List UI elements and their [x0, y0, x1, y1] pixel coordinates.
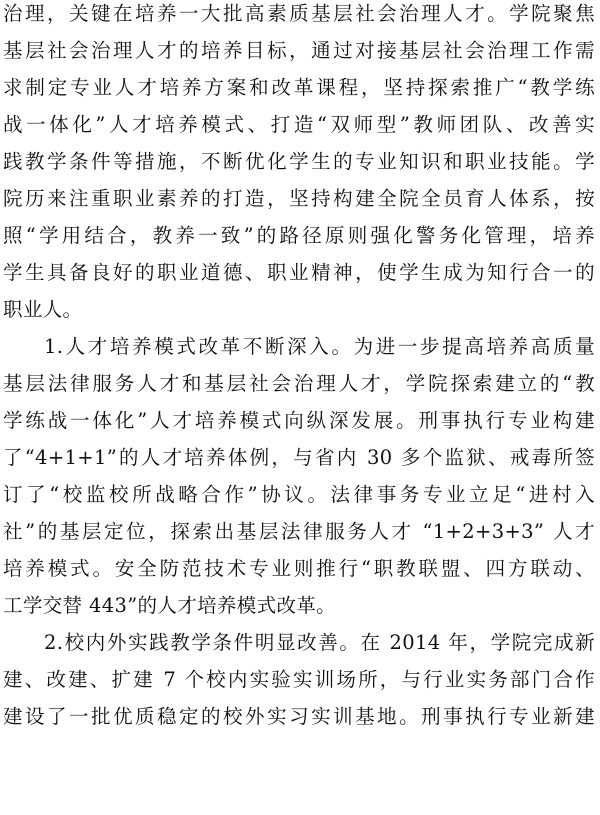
text-line-4: 战一体化”人才培养模式、打造“双师型”教师团队、改善实	[3, 113, 595, 136]
text-line-20: 建设了一批优质稳定的校外实习实训基地。刑事执行专业新建	[3, 705, 595, 728]
text-line-1: 治理，关键在培养一大批高素质基层社会治理人才。学院聚焦	[3, 2, 595, 25]
text-line-11: 基层法律服务人才和基层社会治理人才，学院探索建立的“教	[3, 372, 595, 395]
text-line-9: 职业人。	[3, 298, 83, 321]
paragraph-2-heading-line: 2.校内外实践教学条件明显改善。在 2014 年，学院完成新	[44, 631, 595, 654]
text-line-15: 社”的基层定位，探索出基层法律服务人才 “1+2+3+3” 人才	[3, 520, 595, 543]
text-line-6: 院历来注重职业素养的打造，坚持构建全院全员育人体系，按	[3, 187, 595, 210]
text-line-3: 求制定专业人才培养方案和改革课程，坚持探索推广“教学练	[3, 76, 595, 99]
text-line-5: 践教学条件等措施，不断优化学生的专业知识和职业技能。学	[3, 150, 595, 173]
text-line-14: 订了“校监校所战略合作”协议。法律事务专业立足“进村入	[3, 483, 595, 506]
text-line-8: 学生具备良好的职业道德、职业精神，使学生成为知行合一的	[3, 261, 595, 284]
text-line-7: 照“学用结合，教养一致”的路径原则强化警务化管理，培养	[3, 224, 595, 247]
text-line-19: 建、改建、扩建 7 个校内实验实训场所，与行业实务部门合作	[3, 668, 595, 691]
text-line-12: 学练战一体化”人才培养模式向纵深发展。刑事执行专业构建	[3, 409, 595, 432]
text-line-17: 工学交替 443”的人才培养模式改革。	[3, 594, 337, 617]
text-line-13: 了“4+1+1”的人才培养体例，与省内 30 多个监狱、戒毒所签	[3, 446, 595, 469]
text-line-2: 基层社会治理人才的培养目标，通过对接基层社会治理工作需	[3, 39, 595, 62]
text-line-16: 培养模式。安全防范技术专业则推行“职教联盟、四方联动、	[3, 557, 595, 580]
paragraph-1-heading-line: 1.人才培养模式改革不断深入。为进一步提高培养高质量	[44, 335, 595, 358]
